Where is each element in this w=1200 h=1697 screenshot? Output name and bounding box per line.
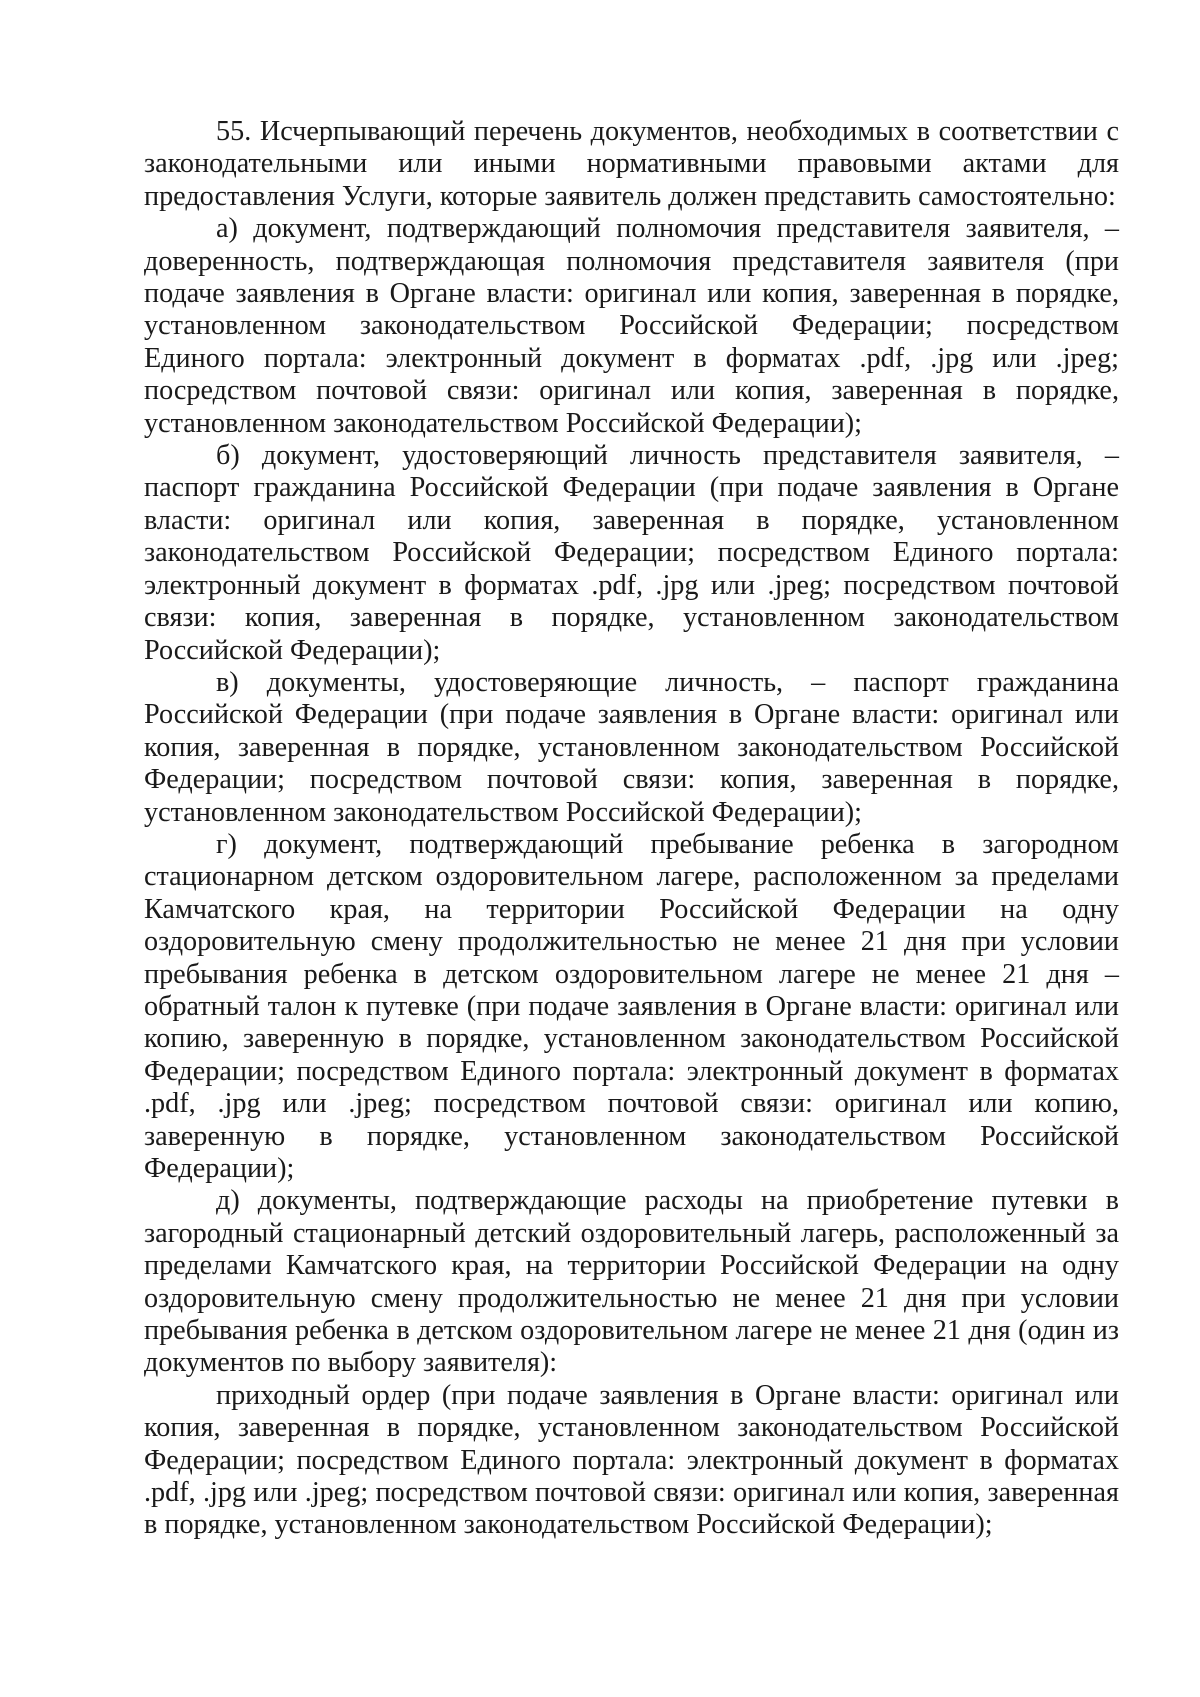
- document-body: [144, 116, 1119, 1542]
- paragraph-receipt-order: приходный ордер (при подаче заявления в Органе власти: оригинал или копия, заверенная в порядке, установленном законодательством Российской Федерации; посредством Единого портала: электронный документ в форматах .pdf, .jpg или .jpeg; посредством почтовой связи: оригинал или копия, заверенная в порядке, установленном законодательством Российской Федерации);: [144, 1379, 1119, 1541]
- paragraph-item-g: г) документ, подтверждающий пребывание ребенка в загородном стационарном детском оздоровительном лагере, расположенном за пределами Камчатского края, на территории Российской Федерации на одну оздоровительную смену продолжительностью не менее 21 дня при условии пребывания ребенка в детском оздоровительном лагере не менее 21 дня – обратный талон к путевке (при подаче заявления в Органе власти: оригинал или копию, заверенную в порядке, установленном законодательством Российской Федерации; посредством Единого портала: электронный документ в форматах .pdf, .jpg или .jpeg; посредством почтовой связи: оригинал или копию, заверенную в порядке, установленном законодательством Российской Федерации);: [144, 828, 1119, 1184]
- paragraph-item-d: д) документы, подтверждающие расходы на приобретение путевки в загородный стационарный детский оздоровительный лагерь, расположенный за пределами Камчатского края, на территории Российской Федерации на одну оздоровительную смену продолжительностью не менее 21 дня при условии пребывания ребенка в детском оздоровительном лагере не менее 21 дня (один из документов по выбору заявителя):: [144, 1185, 1119, 1379]
- paragraph-item-b: б) документ, удостоверяющий личность представителя заявителя, – паспорт гражданина Российской Федерации (при подаче заявления в Органе власти: оригинал или копия, заверенная в порядке, установленном законодательством Российской Федерации; посредством Единого портала: электронный документ в форматах .pdf, .jpg или .jpeg; посредством почтовой связи: копия, заверенная в порядке, установленном законодательством Российской Федерации);: [144, 440, 1119, 666]
- paragraph-item-a: а) документ, подтверждающий полномочия представителя заявителя, – доверенность, подтверждающая полномочия представителя заявителя (при подаче заявления в Органе власти: оригинал или копия, заверенная в порядке, установленном законодательством Российской Федерации; посредством Единого портала: электронный документ в форматах .pdf, .jpg или .jpeg; посредством почтовой связи: оригинал или копия, заверенная в порядке, установленном законодательством Российской Федерации);: [144, 213, 1119, 439]
- paragraph-item-v: в) документы, удостоверяющие личность, – паспорт гражданина Российской Федерации (при подаче заявления в Органе власти: оригинал или копия, заверенная в порядке, установленном законодательством Российской Федерации; посредством почтовой связи: копия, заверенная в порядке, установленном законодательством Российской Федерации);: [144, 666, 1119, 828]
- paragraph-55-intro: 55. Исчерпывающий перечень документов, необходимых в соответствии с законодательными или иными нормативными правовыми актами для предоставления Услуги, которые заявитель должен представить самостоятельно:: [144, 116, 1119, 212]
